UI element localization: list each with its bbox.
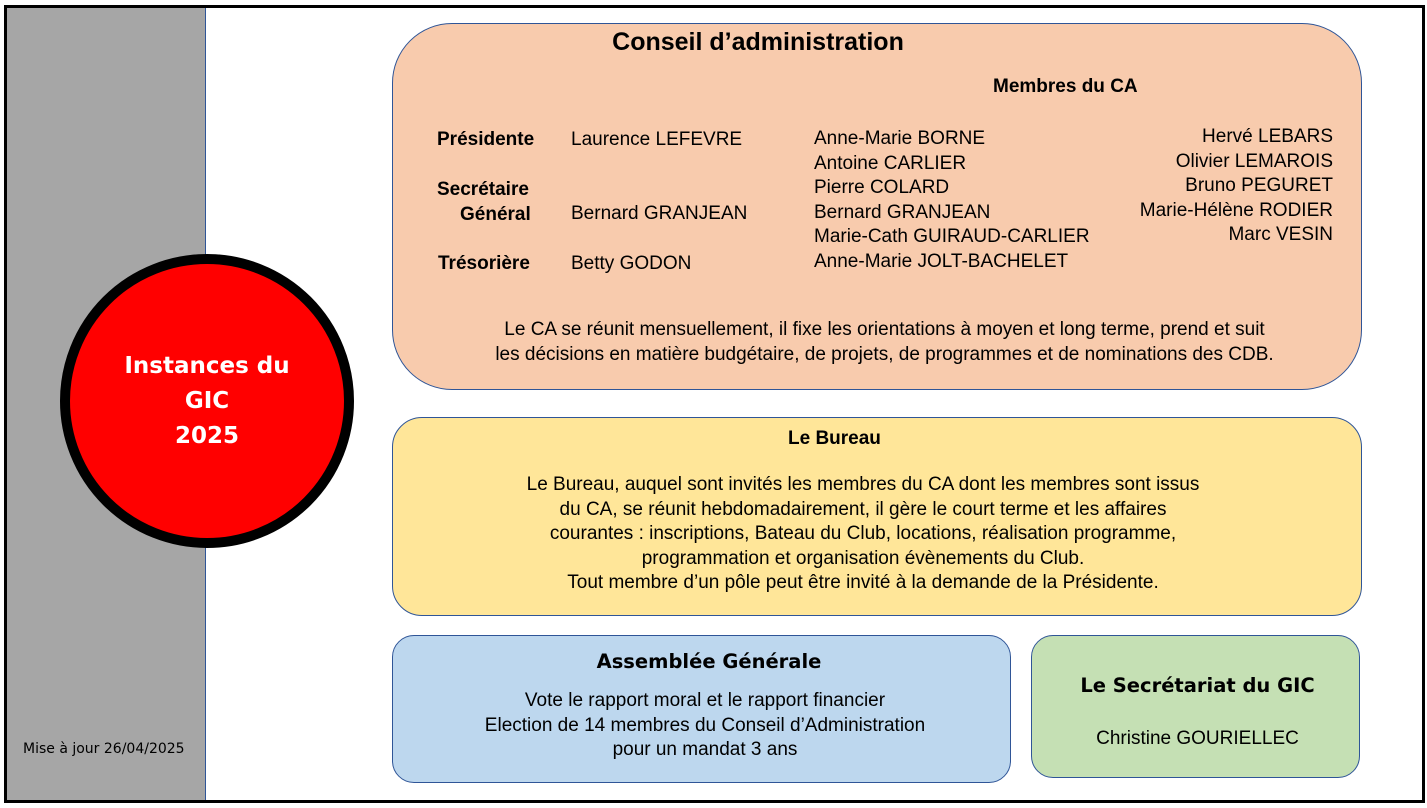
member-right: Olivier LEMAROIS	[1175, 150, 1333, 172]
role-label-secretary: Secrétaire	[437, 179, 529, 200]
ag-title: Assemblée Générale	[596, 650, 822, 673]
title-circle	[60, 254, 354, 548]
member-left: Anne-Marie JOLT-BACHELET	[814, 250, 1069, 272]
bureau-line: Tout membre d’un pôle peut être invité à la demande de la Présidente.	[567, 572, 1159, 594]
role-label-treasurer: Trésorière	[438, 253, 530, 274]
member-left: Antoine CARLIER	[814, 152, 967, 174]
role-name-treasurer: Betty GODON	[571, 253, 692, 274]
member-right: Bruno PEGURET	[1185, 175, 1333, 197]
role-name-president: Laurence LEFEVRE	[571, 129, 743, 150]
circle-line-2: GIC	[184, 387, 230, 414]
ag-text	[392, 689, 1018, 763]
role-label-president: Présidente	[437, 129, 535, 150]
update-note: Mise à jour 26/04/2025	[23, 741, 185, 757]
bureau-line: programmation et organisation évènements du Club.	[641, 547, 1085, 569]
ca-description-line: les décisions en matière budgétaire, de projets, de programmes et de nominations des CDB.	[495, 343, 1274, 365]
ag-line: pour un mandat 3 ans	[612, 739, 798, 761]
member-right: Marie-Hélène RODIER	[1139, 199, 1333, 221]
bureau-line: Le Bureau, auquel sont invités les membres du CA dont les membres sont issus	[526, 474, 1200, 495]
secretariat-title: Le Secrétariat du GIC	[1080, 674, 1315, 697]
circle-line-1: Instances du	[124, 352, 290, 379]
members-right-list	[1140, 125, 1333, 248]
member-left: Bernard GRANJEAN	[814, 201, 991, 223]
role-name-secretary: Bernard GRANJEAN	[571, 203, 748, 224]
members-left-list	[814, 127, 1090, 275]
role-label-secretary-2: Général	[460, 204, 531, 225]
member-right: Hervé LEBARS	[1202, 126, 1333, 147]
member-left: Pierre COLARD	[814, 177, 950, 199]
bureau-text	[392, 473, 1334, 596]
circle-line-3: 2025	[174, 422, 239, 449]
ag-line: Vote le rapport moral et le rapport financier	[524, 690, 886, 711]
member-right: Marc VESIN	[1228, 224, 1333, 246]
ca-description-line: Le CA se réunit mensuellement, il fixe les orientations à moyen et long terme, prend et suit	[504, 319, 1265, 340]
member-left: Marie-Cath GUIRAUD-CARLIER	[814, 226, 1090, 248]
ca-title: Conseil d’administration	[612, 28, 904, 56]
ag-line: Election de 14 membres du Conseil d’Administration	[484, 714, 926, 736]
secretariat-box	[1031, 635, 1360, 778]
secretariat-name: Christine GOURIELLEC	[1096, 728, 1299, 749]
member-left: Anne-Marie BORNE	[814, 128, 986, 149]
ca-members-title: Membres du CA	[993, 76, 1138, 97]
bureau-title: Le Bureau	[788, 428, 881, 449]
ca-description	[392, 318, 1377, 367]
bureau-line: du CA, se réunit hebdomadairement, il gère le court terme et les affaires	[559, 498, 1167, 520]
bureau-line: courantes : inscriptions, Bateau du Club, locations, réalisation programme,	[549, 523, 1177, 545]
